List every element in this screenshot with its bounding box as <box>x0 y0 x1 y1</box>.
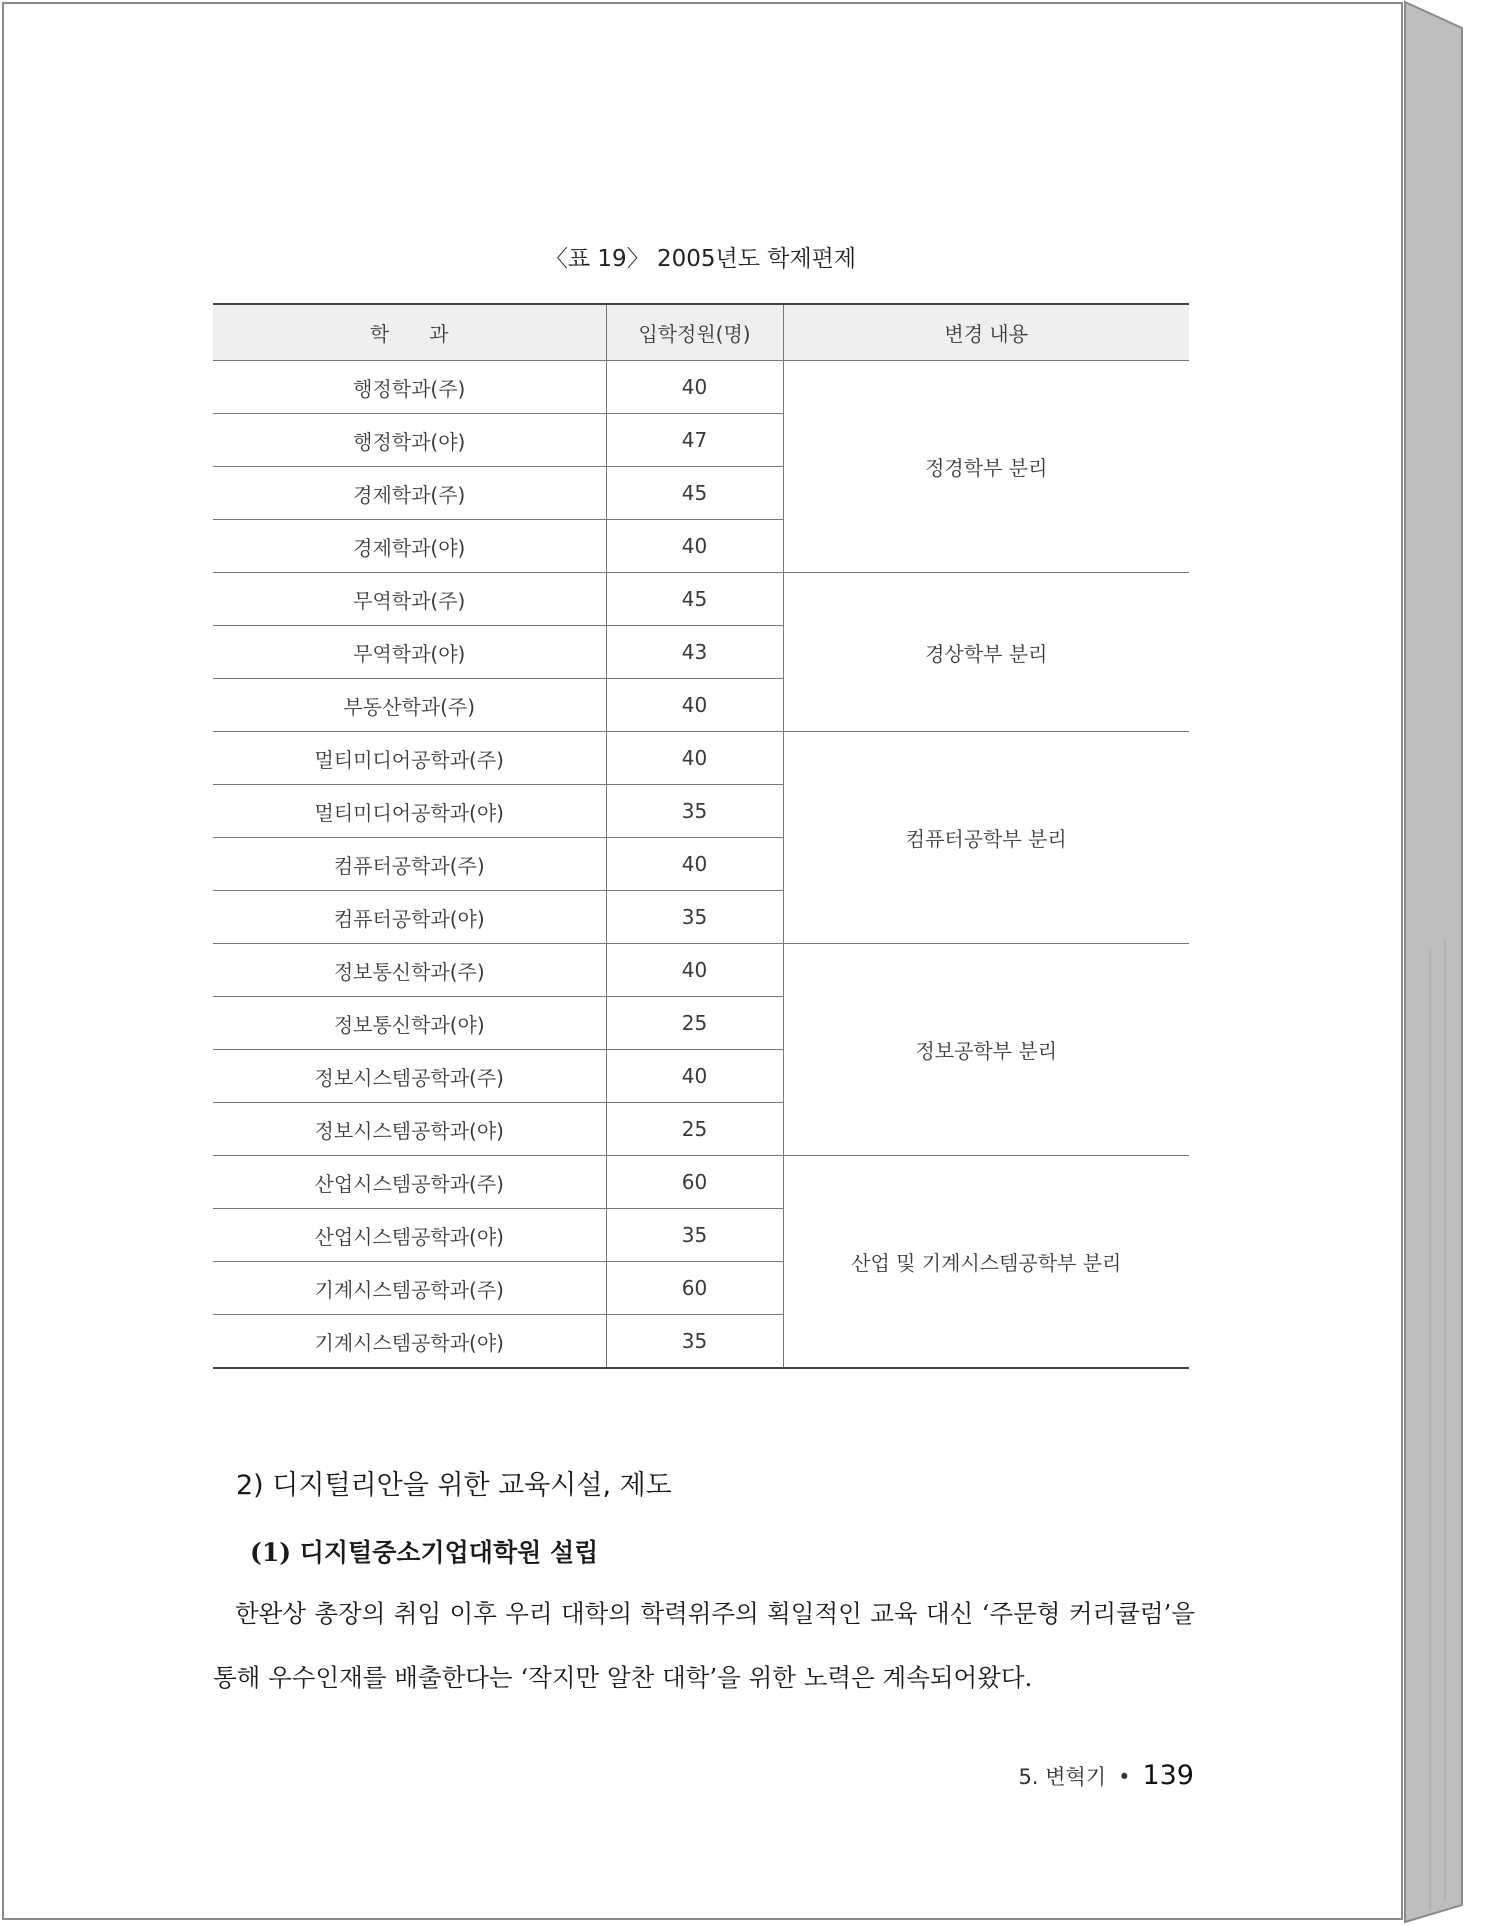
department-cell: 멀티미디어공학과(주) <box>213 732 606 785</box>
department-cell: 기계시스템공학과(주) <box>213 1262 606 1315</box>
department-cell: 행정학과(주) <box>213 361 606 414</box>
header-change: 변경 내용 <box>783 304 1189 361</box>
quota-cell: 25 <box>606 997 783 1050</box>
department-cell: 컴퓨터공학과(주) <box>213 838 606 891</box>
body-paragraph: 한완상 총장의 취임 이후 우리 대학의 학력위주의 획일적인 교육 대신 ‘주문형 커리큘럼’을 통해 우수인재를 배출한다는 ‘작지만 알찬 대학’을 위한 노력은 계속되어왔다. <box>213 1599 1195 1692</box>
header-quota: 입학정원(명) <box>606 304 783 361</box>
quota-cell: 45 <box>606 467 783 520</box>
department-cell: 기계시스템공학과(야) <box>213 1315 606 1369</box>
quota-cell: 35 <box>606 1209 783 1262</box>
subsection-heading: (1) 디지털중소기업대학원 설립 <box>250 1538 599 1567</box>
department-cell: 멀티미디어공학과(야) <box>213 785 606 838</box>
header-department: 학 과 <box>213 304 606 361</box>
department-cell: 부동산학과(주) <box>213 679 606 732</box>
department-cell: 무역학과(야) <box>213 626 606 679</box>
table-row <box>213 573 1189 626</box>
chapter-label: 5. 변혁기 <box>1018 1765 1107 1789</box>
quota-cell: 60 <box>606 1156 783 1209</box>
department-cell: 경제학과(주) <box>213 467 606 520</box>
quota-cell: 25 <box>606 1103 783 1156</box>
page-number: 139 <box>1142 1760 1194 1791</box>
quota-cell: 43 <box>606 626 783 679</box>
quota-cell: 45 <box>606 573 783 626</box>
quota-cell: 40 <box>606 361 783 414</box>
table-row <box>213 361 1189 414</box>
change-cell: 정경학부 분리 <box>783 361 1189 573</box>
department-cell: 경제학과(야) <box>213 520 606 573</box>
quota-cell: 60 <box>606 1262 783 1315</box>
change-cell: 산업 및 기계시스템공학부 분리 <box>783 1156 1189 1369</box>
page-footer <box>1018 1760 1194 1791</box>
quota-cell: 40 <box>606 944 783 997</box>
department-cell: 정보시스템공학과(주) <box>213 1050 606 1103</box>
department-cell: 정보통신학과(야) <box>213 997 606 1050</box>
department-cell: 정보통신학과(주) <box>213 944 606 997</box>
table-row <box>213 732 1189 785</box>
department-cell: 무역학과(주) <box>213 573 606 626</box>
table-row <box>213 1156 1189 1209</box>
quota-cell: 35 <box>606 891 783 944</box>
department-cell: 산업시스템공학과(야) <box>213 1209 606 1262</box>
quota-cell: 47 <box>606 414 783 467</box>
department-cell: 정보시스템공학과(야) <box>213 1103 606 1156</box>
table-row <box>213 944 1189 997</box>
change-cell: 정보공학부 분리 <box>783 944 1189 1156</box>
table-header-row <box>213 304 1189 361</box>
quota-cell: 40 <box>606 1050 783 1103</box>
quota-cell: 40 <box>606 838 783 891</box>
section-heading: 2) 디지털리안을 위한 교육시설, 제도 <box>236 1470 672 1501</box>
change-cell: 컴퓨터공학부 분리 <box>783 732 1189 944</box>
quota-cell: 35 <box>606 785 783 838</box>
table-caption: 〈표 19〉 2005년도 학제편제 <box>544 246 857 272</box>
quota-cell: 40 <box>606 679 783 732</box>
quota-cell: 40 <box>606 732 783 785</box>
change-cell: 경상학부 분리 <box>783 573 1189 732</box>
bullet-separator: • <box>1118 1765 1131 1789</box>
admissions-table <box>213 303 1189 1369</box>
quota-cell: 40 <box>606 520 783 573</box>
department-cell: 컴퓨터공학과(야) <box>213 891 606 944</box>
quota-cell: 35 <box>606 1315 783 1369</box>
department-cell: 산업시스템공학과(주) <box>213 1156 606 1209</box>
department-cell: 행정학과(야) <box>213 414 606 467</box>
